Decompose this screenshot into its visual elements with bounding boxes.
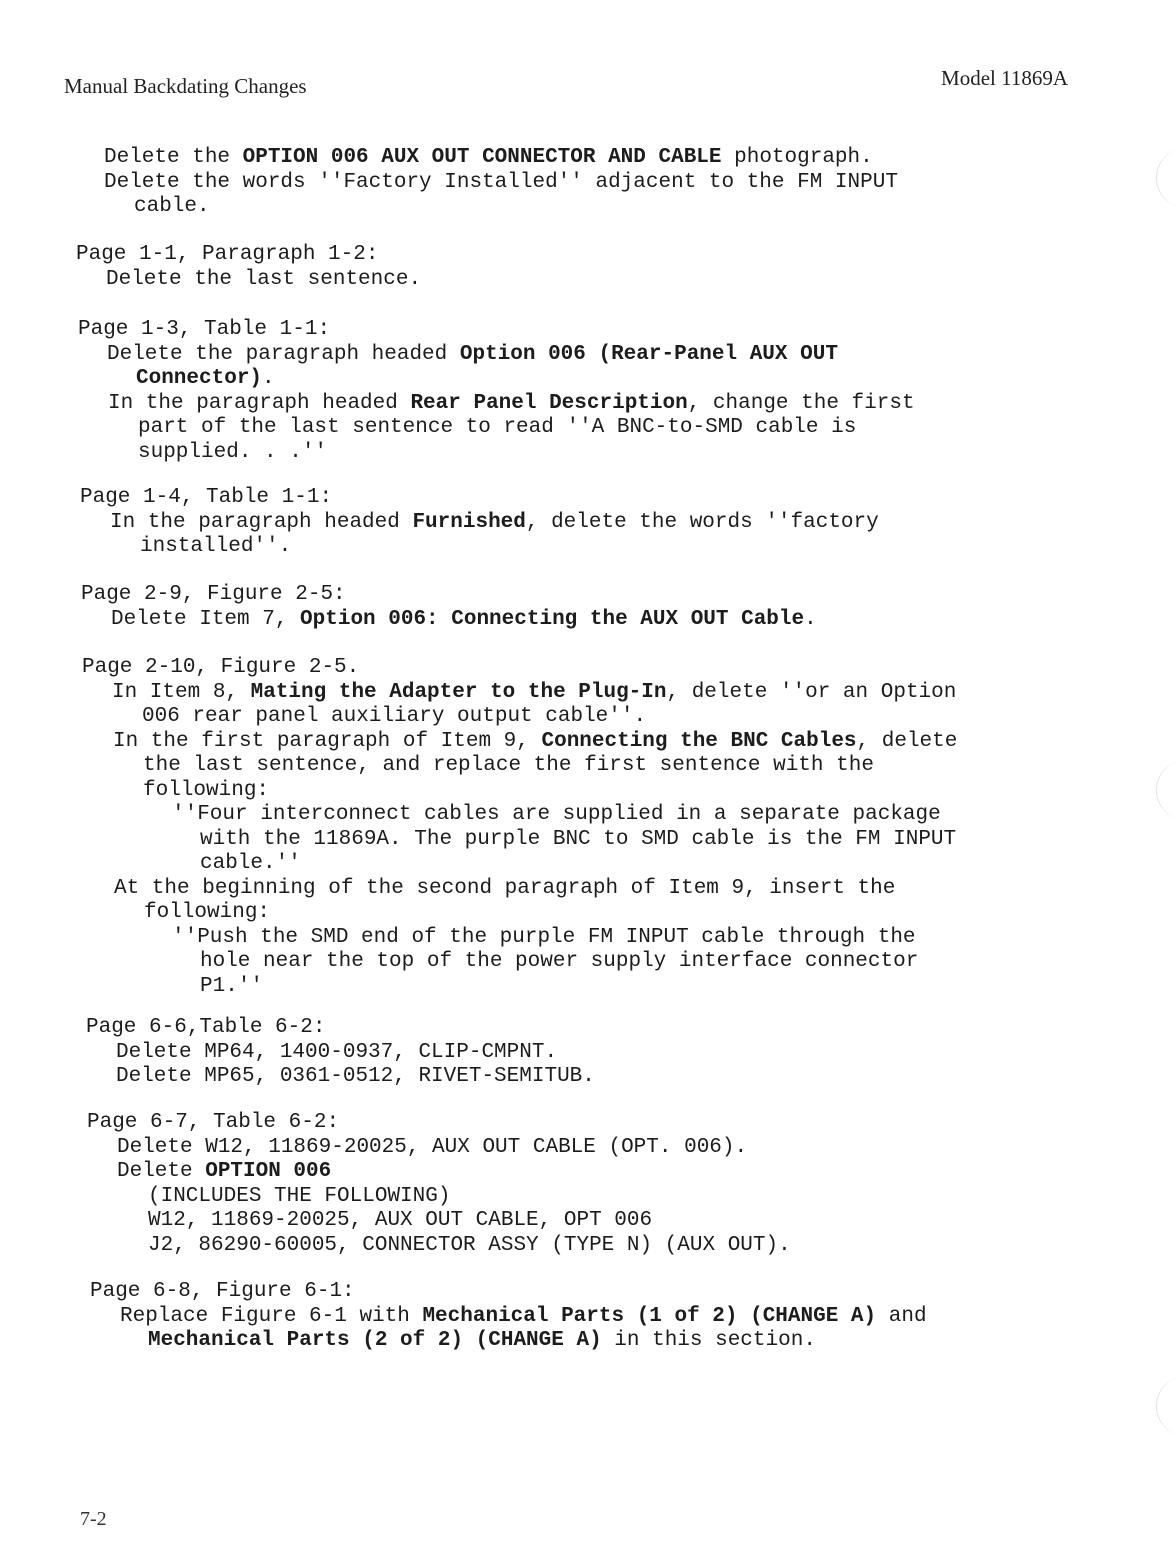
text-run: Delete the words ''Factory Installed'' adjacent to the FM INPUT (104, 170, 898, 194)
text-run: P1.'' (200, 974, 264, 998)
entry-heading (80, 486, 332, 511)
text-run: J2, 86290-60005, CONNECTOR ASSY (TYPE N) (AUX OUT). (148, 1233, 791, 1257)
text-run: 006 rear panel auxiliary output cable''. (142, 705, 647, 728)
text-run: Page 1-4, Table 1-1: (80, 486, 333, 509)
entry-line (140, 535, 291, 560)
entry-heading (78, 318, 330, 343)
bold-term: Connecting the BNC Cables (541, 729, 857, 753)
entry-line (200, 828, 956, 853)
text-run: supplied. . .'' (138, 440, 328, 464)
entry-line (107, 343, 838, 368)
entry-heading (86, 1016, 325, 1041)
entry-line (200, 950, 918, 975)
entry-line (113, 730, 957, 755)
text-run: In the first paragraph of Item 9, (113, 729, 542, 753)
entry-line (200, 852, 301, 877)
entry-line (106, 268, 421, 293)
punch-hole-mark (1156, 760, 1176, 820)
text-run: Delete MP64, 1400-0937, CLIP-CMPNT. (116, 1040, 558, 1064)
text-run: hole near the top of the power supply interface connector (200, 950, 919, 973)
bold-term: Mechanical Parts (2 of 2) (CHANGE A) (148, 1329, 602, 1352)
text-run: ''Four interconnect cables are supplied in a separate package (172, 803, 941, 826)
text-run: Page 6-6,Table 6-2: (86, 1016, 326, 1039)
entry-line (120, 1305, 927, 1330)
text-run: ''Push the SMD end of the purple FM INPUT cable through the (172, 925, 916, 949)
running-header-title: Manual Backdating Changes (64, 74, 307, 98)
text-run: Delete the paragraph headed (107, 342, 460, 366)
text-run: Page 1-3, Table 1-1: (78, 318, 331, 341)
entry-line (144, 901, 270, 926)
text-run: the last sentence, and replace the first sentence with the (143, 754, 874, 777)
entry-line (148, 1329, 816, 1354)
text-run: Delete W12, 11869-20025, AUX OUT CABLE (OPT. 006). (117, 1135, 748, 1159)
entry-line (172, 803, 941, 828)
text-run: Page 6-7, Table 6-2: (87, 1111, 340, 1134)
text-run: Page 6-8, Figure 6-1: (90, 1280, 355, 1303)
entry-line (142, 705, 646, 730)
text-run: Delete the last sentence. (106, 267, 422, 291)
entry-line (148, 1234, 791, 1259)
entry-heading (82, 656, 359, 681)
punch-hole-mark (1156, 1376, 1176, 1436)
bold-term: Mechanical Parts (1 of 2) (CHANGE A) (422, 1304, 877, 1328)
text-run: In Item 8, (112, 680, 251, 704)
bold-term: Rear Panel Description (410, 391, 688, 415)
text-run: (INCLUDES THE FOLLOWING) (148, 1184, 451, 1208)
page-number: 7-2 (80, 1508, 107, 1530)
entry-line (138, 441, 327, 466)
bold-term: OPTION 006 (205, 1160, 332, 1183)
text-run: At the beginning of the second paragraph of Item 9, insert the (114, 876, 896, 900)
text-run: photograph. (721, 146, 873, 169)
text-run: following: (143, 778, 270, 802)
text-run: Delete Item 7, (111, 607, 301, 631)
text-run: , change the first (687, 391, 915, 415)
entry-line (104, 171, 898, 196)
entry-heading (90, 1280, 355, 1305)
text-run: Delete (117, 1160, 206, 1183)
text-run: . (262, 367, 275, 390)
entry-line (112, 681, 956, 706)
text-run: Delete MP65, 0361-0512, RIVET-SEMITUB. (116, 1065, 595, 1088)
text-run: cable. (134, 195, 210, 218)
entry-line (104, 146, 873, 171)
entry-line (148, 1185, 450, 1210)
entry-line (172, 926, 916, 951)
text-run: Delete the (104, 146, 243, 169)
text-run: following: (144, 901, 271, 924)
text-run: and (876, 1304, 927, 1328)
entry-line (143, 754, 874, 779)
entry-line (117, 1136, 747, 1161)
running-header-model: Model 11869A (941, 66, 1068, 90)
bold-term: Option 006: Connecting the AUX OUT Cable (300, 607, 805, 631)
entry-line (117, 1160, 331, 1185)
bold-term: Mating the Adapter to the Plug-In (250, 680, 667, 704)
entry-heading (87, 1111, 339, 1136)
text-run: In the paragraph headed (108, 391, 411, 415)
entry-line (110, 511, 879, 536)
entry-heading (81, 583, 346, 608)
bold-term: OPTION 006 AUX OUT CONNECTOR AND CABLE (242, 146, 722, 169)
entry-line (111, 608, 817, 633)
entry-line (148, 1209, 652, 1234)
text-run: , delete ''or an Option (666, 680, 957, 704)
text-run: cable.'' (200, 852, 301, 875)
text-run: installed''. (140, 535, 292, 558)
entry-line (200, 975, 263, 1000)
text-run: Replace Figure 6-1 with (120, 1304, 423, 1328)
text-run: , delete (856, 729, 958, 753)
bold-term: Connector) (136, 367, 263, 390)
entry-line (116, 1041, 557, 1066)
entry-heading (76, 243, 378, 268)
text-run: Page 1-1, Paragraph 1-2: (76, 243, 379, 266)
text-run: . (804, 607, 817, 631)
text-run: , delete the words ''factory (525, 510, 879, 534)
text-run: In the paragraph headed (110, 510, 413, 534)
entry-line (136, 367, 275, 392)
text-run: Page 2-9, Figure 2-5: (81, 583, 346, 606)
entry-line (116, 1065, 595, 1090)
entry-line (143, 779, 269, 804)
entry-line (114, 877, 895, 902)
entry-line (138, 416, 856, 441)
punch-hole-mark (1156, 148, 1176, 208)
text-run: with the 11869A. The purple BNC to SMD cable is the FM INPUT (200, 827, 957, 851)
entry-line (134, 195, 210, 220)
bold-term: Furnished (412, 510, 526, 534)
text-run: part of the last sentence to read ''A BNC-to-SMD cable is (138, 416, 857, 439)
text-run: in this section. (601, 1329, 816, 1352)
entry-line (108, 392, 915, 417)
bold-term: Option 006 (Rear-Panel AUX OUT (459, 342, 838, 366)
text-run: W12, 11869-20025, AUX OUT CABLE, OPT 006 (148, 1209, 653, 1232)
text-run: Page 2-10, Figure 2-5. (82, 656, 360, 679)
